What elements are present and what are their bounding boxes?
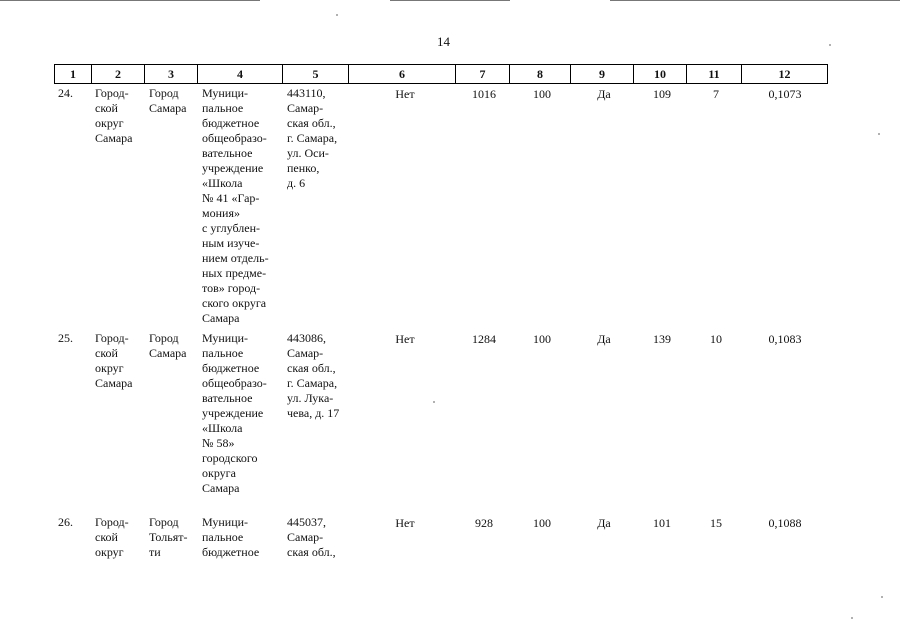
cell-line: ская обл., (287, 361, 336, 375)
column-header: 1 (55, 65, 92, 84)
cell-line: Самара (149, 346, 187, 360)
column-header: 6 (349, 65, 456, 84)
cell-line: Самар- (287, 101, 324, 115)
cell-line: «Школа (202, 421, 243, 435)
cell-line: Самара (202, 311, 240, 325)
cell-line: «Школа (202, 176, 243, 190)
cell-line: д. 6 (287, 176, 306, 190)
column-header: 12 (742, 65, 828, 84)
cell-line: ул. Оси- (287, 146, 329, 160)
cell-line: округ (95, 361, 124, 375)
col11-cell: 10 (710, 332, 722, 346)
cell-line: № 58» (202, 436, 235, 450)
column-header: 10 (634, 65, 687, 84)
cell-line: ным изуче- (202, 236, 260, 250)
district-cell (95, 515, 143, 560)
cell-line: 445037, (287, 515, 326, 529)
cell-line: округ (95, 545, 124, 559)
settlement-cell (149, 86, 197, 116)
scan-speck (851, 617, 853, 619)
cell-line: пальное (202, 101, 244, 115)
col9-cell: Да (597, 332, 611, 346)
cell-line: 443110, (287, 86, 326, 100)
cell-line: Самар- (287, 346, 324, 360)
scan-speck (336, 14, 338, 16)
cell-line: округ (95, 116, 124, 130)
scan-edge-mark (0, 0, 260, 1)
page-number: 14 (437, 34, 450, 49)
col12-cell: 0,1088 (768, 516, 802, 530)
cell-line: городского (202, 451, 258, 465)
cell-line: Город- (95, 331, 129, 345)
cell-line: Город (149, 331, 179, 345)
cell-line: пенко, (287, 161, 320, 175)
col8-cell: 100 (533, 516, 551, 530)
cell-line: № 41 «Гар- (202, 191, 260, 205)
cell-line: общеобразо- (202, 131, 267, 145)
cell-line: учреждение (202, 161, 264, 175)
cell-line: Город- (95, 515, 129, 529)
scan-speck (433, 401, 435, 403)
cell-line: ской (95, 101, 118, 115)
cell-line: пальное (202, 530, 244, 544)
col7-cell: 1016 (472, 87, 496, 101)
cell-line: Город (149, 515, 179, 529)
cell-line: ская обл., (287, 116, 336, 130)
scan-edge-mark (610, 0, 900, 1)
cell-line: вательное (202, 391, 253, 405)
cell-line: Самара (149, 101, 187, 115)
col10-cell: 101 (653, 516, 671, 530)
cell-line: нием отдель- (202, 251, 269, 265)
settlement-cell (149, 331, 197, 361)
cell-line: Самара (95, 376, 133, 390)
address-cell (287, 331, 346, 421)
cell-line: ского округа (202, 296, 267, 310)
cell-line: бюджетное (202, 361, 260, 375)
cell-line: бюджетное (202, 116, 260, 130)
col7-cell: 1284 (472, 332, 496, 346)
cell-line: Самара (95, 131, 133, 145)
cell-line: Город (149, 86, 179, 100)
cell-line: Тольят- (149, 530, 188, 544)
column-header: 5 (283, 65, 349, 84)
settlement-cell (149, 515, 197, 560)
col8-cell: 100 (533, 332, 551, 346)
cell-line: Муници- (202, 86, 249, 100)
col6-cell: Нет (395, 87, 415, 101)
column-header: 2 (92, 65, 145, 84)
cell-line: мония» (202, 206, 240, 220)
cell-line: с углублен- (202, 221, 261, 235)
cell-line: ской (95, 530, 118, 544)
institution-name-cell (202, 331, 278, 496)
row-number: 26. (58, 515, 73, 529)
address-cell (287, 515, 346, 560)
col10-cell: 139 (653, 332, 671, 346)
row-number: 24. (58, 86, 73, 100)
cell-line: ская обл., (287, 545, 336, 559)
col12-cell: 0,1073 (768, 87, 802, 101)
scan-speck (878, 133, 880, 135)
column-header: 3 (145, 65, 198, 84)
cell-line: ных предме- (202, 266, 267, 280)
col12-cell: 0,1083 (768, 332, 802, 346)
district-cell (95, 86, 143, 146)
cell-line: общеобразо- (202, 376, 267, 390)
scan-speck (829, 44, 831, 46)
column-header: 8 (510, 65, 571, 84)
cell-line: пальное (202, 346, 244, 360)
col11-cell: 7 (713, 87, 719, 101)
cell-line: бюджетное (202, 545, 260, 559)
cell-line: Муници- (202, 331, 249, 345)
column-header: 11 (687, 65, 742, 84)
col6-cell: Нет (395, 516, 415, 530)
institution-name-cell (202, 86, 278, 326)
cell-line: округа (202, 466, 236, 480)
address-cell (287, 86, 346, 191)
institution-name-cell (202, 515, 278, 560)
row-number: 25. (58, 331, 73, 345)
cell-line: Самара (202, 481, 240, 495)
cell-line: ской (95, 346, 118, 360)
col7-cell: 928 (475, 516, 493, 530)
cell-line: ул. Лука- (287, 391, 334, 405)
cell-line: г. Самара, (287, 376, 338, 390)
cell-line: чева, д. 17 (287, 406, 340, 420)
col8-cell: 100 (533, 87, 551, 101)
cell-line: г. Самара, (287, 131, 338, 145)
column-header: 9 (571, 65, 634, 84)
cell-line: Город- (95, 86, 129, 100)
cell-line: вательное (202, 146, 253, 160)
scan-speck (881, 596, 883, 598)
cell-line: ти (149, 545, 161, 559)
col10-cell: 109 (653, 87, 671, 101)
cell-line: 443086, (287, 331, 326, 345)
col9-cell: Да (597, 87, 611, 101)
scan-edge-mark (390, 0, 510, 1)
district-cell (95, 331, 143, 391)
cell-line: тов» город- (202, 281, 261, 295)
cell-line: Самар- (287, 530, 324, 544)
column-number-header (54, 64, 828, 84)
col9-cell: Да (597, 516, 611, 530)
cell-line: Муници- (202, 515, 249, 529)
column-header: 7 (456, 65, 510, 84)
col11-cell: 15 (710, 516, 722, 530)
col6-cell: Нет (395, 332, 415, 346)
cell-line: учреждение (202, 406, 264, 420)
column-header: 4 (198, 65, 283, 84)
